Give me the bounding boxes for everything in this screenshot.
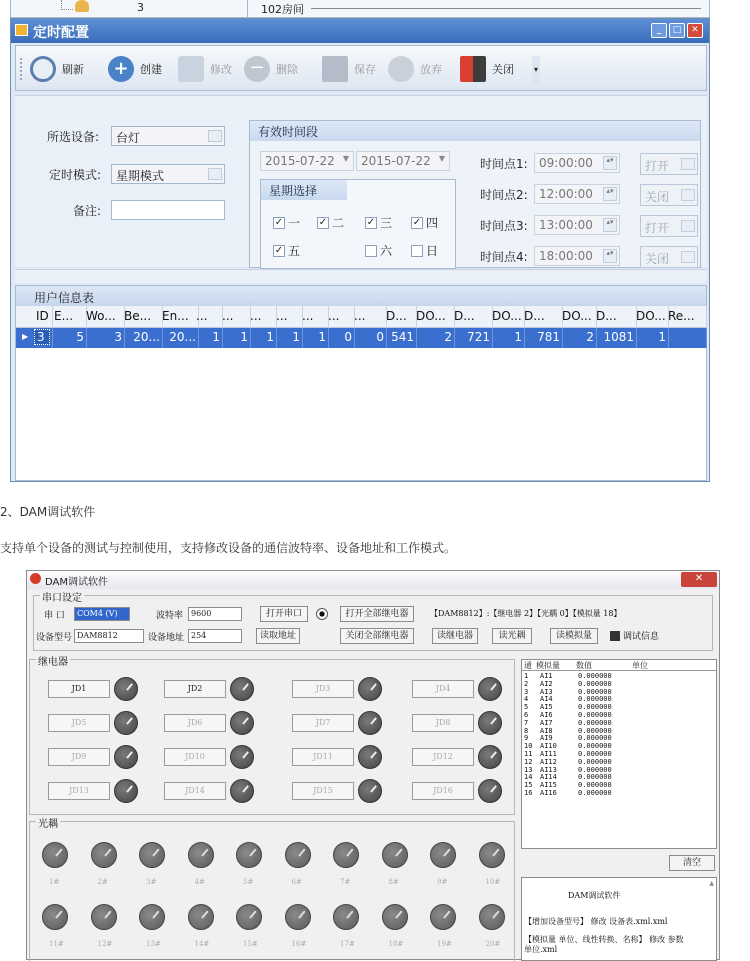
valid-period-title: 有效时间段: [250, 121, 700, 141]
debug-icon: [610, 631, 620, 641]
dropdown-icon: [208, 168, 222, 180]
window-title-bar: [27, 571, 719, 589]
analog-channel: 16: [524, 789, 533, 797]
open-all-relays-button[interactable]: 打开全部继电器: [340, 606, 414, 622]
table-cell[interactable]: 5: [76, 330, 84, 344]
opto-status-icon: [188, 904, 214, 930]
column-header[interactable]: En...: [162, 309, 189, 323]
column-header[interactable]: Wo...: [86, 309, 116, 323]
opto-label: 20#: [485, 940, 501, 948]
analog-channel: 2: [524, 679, 529, 688]
analog-value: 0.000000: [578, 750, 612, 758]
port-select[interactable]: COM4 (V): [74, 607, 130, 621]
relay-status-icon: [478, 677, 502, 701]
port-label: 串 口: [44, 611, 65, 621]
clear-button[interactable]: 清空: [669, 855, 715, 871]
column-header[interactable]: DO...: [492, 309, 522, 323]
column-header[interactable]: E...: [54, 309, 74, 323]
dropdown-icon: [208, 130, 222, 142]
relay-button[interactable]: JD15: [292, 782, 354, 800]
table-cell[interactable]: 781: [537, 330, 560, 344]
serial-group-label: 串口设定: [40, 589, 84, 604]
mode-select[interactable]: 星期模式: [111, 164, 225, 184]
column-header[interactable]: D...: [596, 309, 617, 323]
mode-label: 定时模式:: [49, 168, 102, 182]
analog-name: AI16: [540, 789, 557, 797]
debug-log: [521, 877, 717, 961]
table-cell[interactable]: 1: [266, 330, 274, 344]
time-point-label: 时间点1:: [480, 157, 528, 171]
analog-channel: 10: [524, 742, 533, 751]
analog-value: 0.000000: [578, 679, 612, 688]
log-title: DAM调试软件: [568, 891, 621, 900]
dropdown-icon: [681, 189, 695, 201]
opto-label: 6#: [291, 878, 302, 886]
minimize-icon[interactable]: _: [651, 23, 667, 38]
analog-channel: 3: [524, 687, 529, 696]
model-select[interactable]: DAM8812: [74, 629, 144, 643]
analog-column-header[interactable]: 模拟量: [536, 661, 560, 670]
day-checkbox[interactable]: ✓ 三: [366, 216, 393, 230]
checkmark-icon: ✓: [274, 244, 284, 256]
opto-label: 4#: [194, 878, 205, 886]
analog-value: 0.000000: [578, 781, 612, 790]
device-label: 所选设备:: [47, 130, 100, 144]
table-cell[interactable]: 1: [658, 330, 666, 344]
time-point-input[interactable]: 18:00:00 ▴▾: [534, 246, 620, 266]
analog-name: AI1: [540, 672, 553, 680]
opto-status-icon: [333, 842, 359, 868]
opto-label: 14#: [194, 940, 210, 948]
relay-button[interactable]: JD8: [412, 714, 474, 732]
table-cell[interactable]: 1: [212, 330, 220, 344]
toolbar: [15, 45, 707, 91]
time-point-label: 时间点2:: [480, 188, 528, 202]
opto-status-icon: [479, 904, 505, 930]
baud-label: 波特率: [156, 611, 184, 621]
spinner-icon: ▴▾: [603, 187, 617, 201]
end-date-picker[interactable]: 2015-07-22 ▼: [356, 151, 450, 171]
dropdown-icon: [681, 251, 695, 263]
day-checkbox[interactable]: ✓ 二: [318, 216, 345, 230]
opto-status-icon: [42, 904, 68, 930]
opto-status-icon: [285, 904, 311, 930]
analog-value: 0.000000: [578, 757, 612, 766]
relay-button[interactable]: JD2: [164, 680, 226, 698]
opto-status-icon: [188, 842, 214, 868]
open-port-button[interactable]: 打开串口: [260, 606, 308, 622]
checkmark-icon: ✓: [318, 216, 328, 228]
column-header[interactable]: ...: [276, 309, 288, 323]
log-line-2: 【模拟量 单位、线性转换、名称】 修改 参数: [524, 935, 684, 944]
analog-name: AI3: [540, 687, 553, 696]
analog-name: AI10: [540, 742, 557, 751]
relay-button[interactable]: JD14: [164, 782, 226, 800]
column-header[interactable]: ...: [222, 309, 234, 323]
window-title-bar: [11, 19, 709, 43]
opto-status-icon: [285, 842, 311, 868]
note-label: 备注:: [73, 204, 102, 218]
cell-divider: [668, 328, 669, 348]
analog-column-header[interactable]: 数值: [576, 661, 592, 670]
timer-config-window: [10, 18, 710, 482]
dropdown-icon: [681, 220, 695, 232]
app-icon: [15, 24, 28, 36]
analog-name: AI15: [540, 781, 557, 790]
relay-status-icon: [114, 677, 138, 701]
column-header[interactable]: Be...: [124, 309, 152, 323]
analog-value: 0.000000: [578, 703, 612, 712]
close-all-relays-button[interactable]: 关闭全部继电器: [340, 628, 414, 644]
address-label: 设备地址: [148, 633, 185, 643]
analog-channel: 8: [524, 726, 529, 735]
relay-status-icon: [358, 745, 382, 769]
opto-status-icon: [333, 904, 359, 930]
window-title: 定时配置: [33, 25, 89, 41]
relay-button[interactable]: JD12: [412, 748, 474, 766]
opto-status-icon: [430, 842, 456, 868]
discard-button[interactable]: 放弃: [388, 55, 442, 83]
undo-icon: [388, 56, 414, 82]
relay-status-icon: [358, 677, 382, 701]
read-opto-button[interactable]: 读光耦: [492, 628, 532, 644]
table-row[interactable]: [16, 328, 706, 348]
analog-value: 0.000000: [578, 672, 612, 680]
user-icon: [75, 0, 89, 12]
start-date-picker[interactable]: 2015-07-22 ▼: [260, 151, 354, 171]
analog-channel: 13: [524, 765, 533, 774]
opto-status-icon: [382, 842, 408, 868]
opto-label: 18#: [388, 940, 404, 948]
column-header[interactable]: D...: [386, 309, 407, 323]
analog-name: AI6: [540, 711, 553, 719]
close-button[interactable]: 关闭: [460, 55, 514, 83]
analog-name: AI9: [540, 734, 553, 743]
table-cell[interactable]: 1: [514, 330, 522, 344]
analog-table-header: [522, 660, 716, 671]
table-cell[interactable]: 721: [467, 330, 490, 344]
relay-status-icon: [358, 779, 382, 803]
chevron-down-icon: ▼: [438, 154, 445, 163]
close-icon[interactable]: ✕: [681, 572, 717, 587]
grid-title: 用户信息表: [16, 286, 706, 306]
relay-button[interactable]: JD13: [48, 782, 110, 800]
opto-status-icon: [479, 842, 505, 868]
relay-button[interactable]: JD3: [292, 680, 354, 698]
week-select-title: 星期选择: [261, 180, 347, 200]
relay-status-icon: [114, 711, 138, 735]
toolbar-overflow-button[interactable]: ▾: [532, 56, 540, 84]
opto-status-icon: [91, 842, 117, 868]
column-header[interactable]: DO...: [636, 309, 666, 323]
opto-status-icon: [430, 904, 456, 930]
serial-settings-group: [33, 595, 713, 651]
opto-status-icon: [236, 842, 262, 868]
day-checkbox[interactable]: 日: [411, 242, 438, 259]
form-area: [15, 95, 707, 267]
tree-line: [61, 0, 73, 10]
relay-button[interactable]: JD5: [48, 714, 110, 732]
analog-channel: 12: [524, 757, 533, 766]
relay-status-icon: [358, 711, 382, 735]
time-point-input[interactable]: 13:00:00 ▴▾: [534, 215, 620, 235]
relay-button[interactable]: JD7: [292, 714, 354, 732]
spinner-icon: ▴▾: [603, 218, 617, 232]
edit-icon: [178, 56, 204, 82]
analog-name: AI5: [540, 703, 553, 712]
status-radio[interactable]: [316, 608, 328, 620]
opto-status-icon: [42, 842, 68, 868]
plus-icon: +: [108, 56, 134, 82]
relay-button[interactable]: JD1: [48, 680, 110, 698]
app-logo-icon: [30, 573, 41, 584]
column-header[interactable]: ...: [196, 309, 208, 323]
table-cell[interactable]: 2: [586, 330, 594, 344]
scroll-up-icon[interactable]: ▲: [709, 880, 714, 887]
table-cell[interactable]: 0: [344, 330, 352, 344]
analog-value: 0.000000: [578, 695, 612, 704]
table-cell[interactable]: 541: [391, 330, 414, 344]
analog-name: AI14: [540, 773, 557, 782]
opto-label: 12#: [97, 940, 113, 948]
table-cell[interactable]: 3: [34, 329, 50, 345]
close-icon[interactable]: ✕: [687, 23, 703, 38]
opto-label: 11#: [49, 940, 64, 948]
read-address-button[interactable]: 读取地址: [256, 628, 300, 644]
disk-icon: [322, 56, 348, 82]
note-input[interactable]: [111, 200, 225, 220]
table-cell[interactable]: 0: [376, 330, 384, 344]
opto-label: 15#: [243, 940, 258, 948]
exit-door-icon: [460, 56, 486, 82]
column-header[interactable]: ...: [250, 309, 262, 323]
opto-label: 17#: [340, 940, 355, 948]
relay-status-icon: [478, 711, 502, 735]
checkbox-empty-icon: [365, 245, 377, 257]
relay-button[interactable]: JD16: [412, 782, 474, 800]
relay-status-icon: [114, 779, 138, 803]
analog-column-header[interactable]: 单位: [632, 661, 648, 670]
analog-name: AI13: [540, 765, 557, 774]
analog-column-header[interactable]: 通: [524, 661, 532, 670]
column-divider: [706, 306, 707, 328]
relay-status-icon: [230, 711, 254, 735]
log-line-3: 单位.xml: [524, 945, 558, 954]
time-point-input[interactable]: 09:00:00 ▴▾: [534, 153, 620, 173]
table-cell[interactable]: 3: [114, 330, 122, 344]
analog-table: [521, 659, 717, 849]
analog-channel: 1: [524, 672, 529, 680]
section-paragraph: 支持单个设备的测试与控制使用，支持修改设备的通信波特率、设备地址和工作模式。: [0, 541, 457, 555]
table-cell[interactable]: 1: [240, 330, 248, 344]
user-info-grid: [15, 285, 707, 481]
chevron-down-icon: ▼: [342, 154, 349, 163]
analog-channel: 11: [524, 750, 533, 758]
time-action-select[interactable]: 打开: [640, 215, 698, 237]
day-checkbox[interactable]: ✓ 一: [274, 216, 301, 230]
section-heading: 2、DAM调试软件: [0, 505, 96, 519]
analog-name: AI2: [540, 679, 553, 688]
analog-value: 0.000000: [578, 734, 612, 743]
column-header[interactable]: D...: [454, 309, 475, 323]
analog-name: AI8: [540, 726, 553, 735]
device-status-text: 【DAM8812】:【继电器 2】【光耦 0】【模拟量 18】: [430, 609, 622, 618]
maximize-icon[interactable]: □: [669, 23, 685, 38]
read-relay-button[interactable]: 读继电器: [432, 628, 478, 644]
day-checkbox[interactable]: ✓ 四: [412, 216, 439, 230]
relay-status-icon: [230, 677, 254, 701]
opto-label: 3#: [146, 878, 157, 886]
relay-button[interactable]: JD6: [164, 714, 226, 732]
relay-button[interactable]: JD4: [412, 680, 474, 698]
analog-value: 0.000000: [578, 765, 612, 774]
time-action-select[interactable]: 关闭: [640, 246, 698, 268]
checkmark-icon: ✓: [366, 216, 376, 228]
save-button[interactable]: 保存: [322, 55, 376, 83]
time-point-label: 时间点3:: [480, 219, 528, 233]
splitter[interactable]: [15, 269, 707, 283]
analog-channel: 5: [524, 703, 529, 712]
create-button[interactable]: + 创建: [108, 55, 162, 83]
relay-group: [29, 659, 515, 815]
opto-label: 8#: [388, 878, 399, 886]
column-header[interactable]: D...: [524, 309, 545, 323]
opto-status-icon: [236, 904, 262, 930]
analog-channel: 4: [524, 695, 529, 704]
dropdown-icon: [681, 158, 695, 170]
week-select-group: [260, 179, 456, 269]
delete-button[interactable]: − 删除: [244, 55, 298, 83]
table-cell[interactable]: 1081: [603, 330, 634, 344]
column-header[interactable]: ...: [302, 309, 314, 323]
analog-channel: 14: [524, 773, 533, 782]
opto-label: 2#: [97, 878, 108, 886]
valid-period-group: [249, 120, 701, 268]
opto-status-icon: [91, 904, 117, 930]
analog-channel: 15: [524, 781, 533, 790]
analog-name: AI4: [540, 695, 553, 704]
column-header[interactable]: ...: [354, 309, 366, 323]
opto-label: 7#: [340, 878, 351, 886]
analog-value: 0.000000: [578, 687, 612, 696]
checkbox-empty-icon: [411, 245, 423, 257]
column-header[interactable]: ...: [328, 309, 340, 323]
background-list-strip: [10, 0, 710, 18]
column-header[interactable]: Re...: [668, 309, 695, 323]
time-point-input[interactable]: 12:00:00 ▴▾: [534, 184, 620, 204]
table-cell[interactable]: 20...: [169, 330, 196, 344]
spinner-icon: ▴▾: [603, 249, 617, 263]
opto-label: 1#: [49, 878, 60, 886]
relay-button[interactable]: JD10: [164, 748, 226, 766]
column-divider: [247, 0, 248, 18]
window-title: DAM调试软件: [45, 577, 108, 588]
log-line-1: 【增加设备型号】 修改 设备表.xml.xml: [524, 917, 668, 926]
opto-label: 10#: [485, 878, 501, 886]
debug-info-toggle[interactable]: 调试信息: [610, 629, 659, 642]
analog-name: AI11: [540, 750, 557, 758]
read-analog-button[interactable]: 读模拟量: [550, 628, 598, 644]
spinner-icon: ▴▾: [603, 156, 617, 170]
relay-status-icon: [230, 745, 254, 769]
analog-channel: 7: [524, 718, 529, 727]
tree-connector: [311, 8, 701, 9]
column-divider: [52, 306, 53, 328]
analog-value: 0.000000: [578, 726, 612, 735]
analog-channel: 9: [524, 734, 529, 743]
row-pointer-icon: ▶: [22, 332, 29, 341]
baud-select[interactable]: 9600: [188, 607, 242, 621]
minus-icon: −: [244, 56, 270, 82]
analog-value: 0.000000: [578, 711, 612, 719]
checkmark-icon: ✓: [274, 216, 284, 228]
analog-value: 0.000000: [578, 718, 612, 727]
opto-label: 19#: [437, 940, 452, 948]
column-header[interactable]: DO...: [562, 309, 592, 323]
analog-name: AI12: [540, 757, 557, 766]
table-cell[interactable]: 1: [292, 330, 300, 344]
day-checkbox[interactable]: 六: [365, 242, 392, 259]
time-point-label: 时间点4:: [480, 250, 528, 264]
relay-status-icon: [230, 779, 254, 803]
analog-value: 0.000000: [578, 742, 612, 751]
model-label: 设备型号: [36, 633, 73, 643]
opto-label: 16#: [291, 940, 307, 948]
time-action-select[interactable]: 关闭: [640, 184, 698, 206]
analog-name: AI7: [540, 718, 553, 727]
table-cell[interactable]: 1: [318, 330, 326, 344]
opto-label: 5#: [243, 878, 254, 886]
relay-button[interactable]: JD9: [48, 748, 110, 766]
opto-status-icon: [139, 842, 165, 868]
refresh-icon: [30, 56, 56, 82]
cell-divider: [706, 328, 707, 348]
room-name: 102房间: [261, 3, 304, 16]
opto-status-icon: [382, 904, 408, 930]
analog-value: 0.000000: [578, 789, 612, 797]
opto-group-label: 光耦: [36, 815, 60, 830]
modify-button[interactable]: 修改: [178, 55, 232, 83]
checkmark-icon: ✓: [412, 216, 422, 228]
column-header[interactable]: DO...: [416, 309, 446, 323]
grid-header-row: [16, 306, 706, 328]
refresh-button[interactable]: 刷新: [30, 55, 84, 83]
analog-channel: 6: [524, 711, 529, 719]
relay-button[interactable]: JD11: [292, 748, 354, 766]
dam-debug-window: [26, 570, 720, 960]
analog-value: 0.000000: [578, 773, 612, 782]
opto-status-icon: [139, 904, 165, 930]
relay-status-icon: [114, 745, 138, 769]
day-checkbox[interactable]: ✓ 五: [274, 244, 301, 258]
column-header[interactable]: ID: [36, 309, 49, 323]
relay-status-icon: [478, 745, 502, 769]
toolbar-grip: [20, 58, 23, 80]
opto-group: [29, 821, 515, 961]
address-input[interactable]: 254: [188, 629, 242, 643]
opto-label: 9#: [437, 878, 448, 886]
row-count: 3: [137, 1, 144, 14]
relay-status-icon: [478, 779, 502, 803]
table-cell[interactable]: 20...: [133, 330, 160, 344]
table-cell[interactable]: 2: [444, 330, 452, 344]
device-select[interactable]: 台灯: [111, 126, 225, 146]
time-action-select[interactable]: 打开: [640, 153, 698, 175]
relay-group-label: 继电器: [36, 653, 70, 668]
opto-label: 13#: [146, 940, 161, 948]
